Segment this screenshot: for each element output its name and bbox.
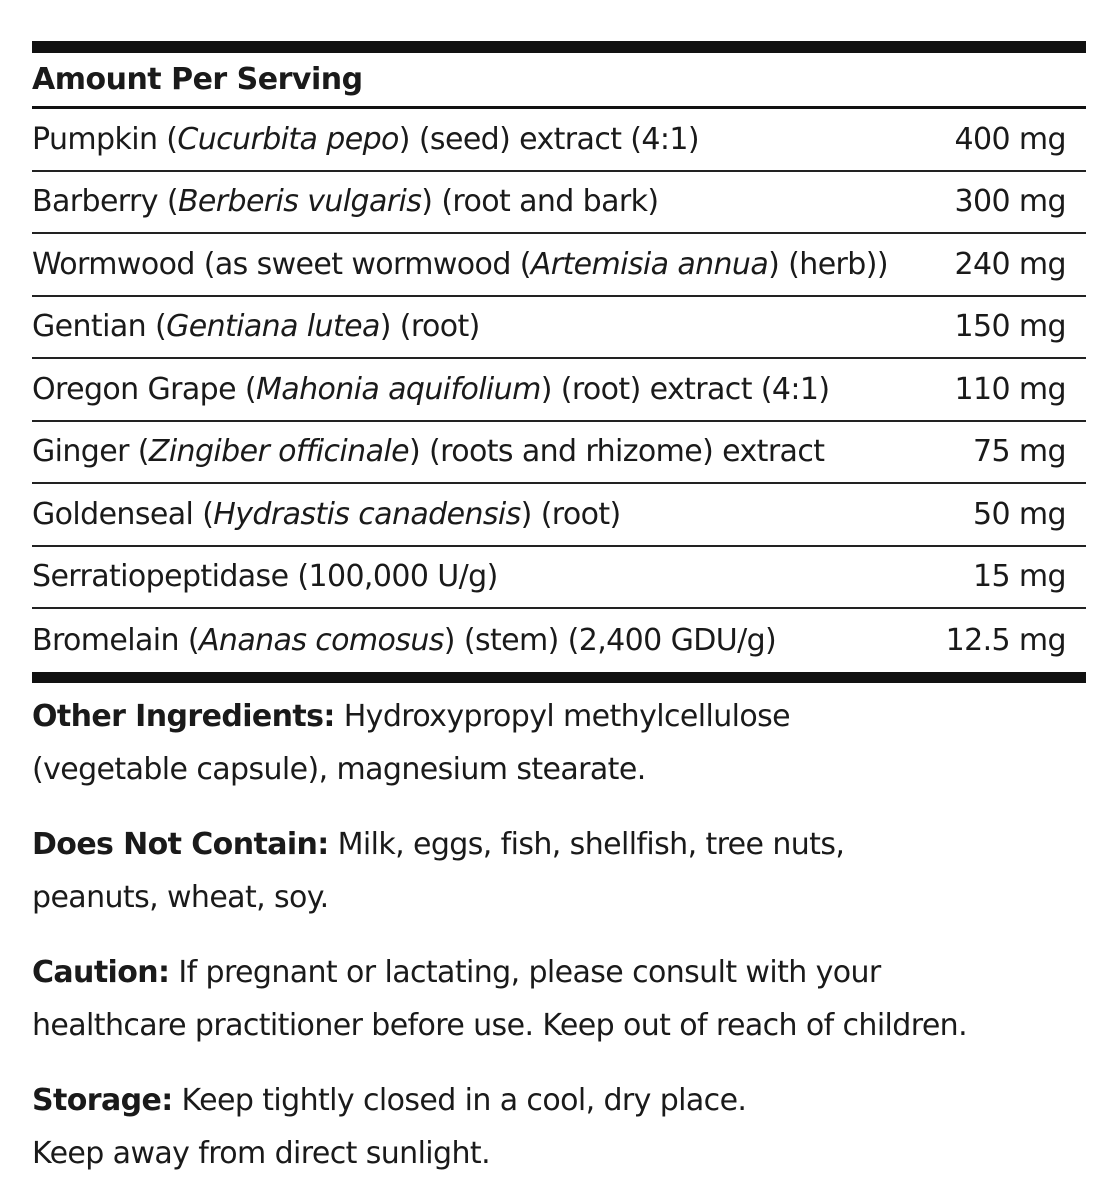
- ingredient-row: [32, 359, 1086, 422]
- ingredient-amount: 50 mg: [973, 496, 1066, 532]
- storage-text-2: Keep away from direct sunlight.: [32, 1136, 491, 1171]
- ingredient-row: [32, 109, 1086, 172]
- ingredient-name: Bromelain (Ananas comosus) (stem) (2,400 GDU/g): [32, 622, 777, 658]
- ingredient-row: [32, 172, 1086, 235]
- ingredient-row: [32, 547, 1086, 610]
- ingredient-name: Goldenseal (Hydrastis canadensis) (root): [32, 496, 621, 532]
- ingredient-name: Serratiopeptidase (100,000 U/g): [32, 559, 498, 595]
- ingredient-row: [32, 422, 1086, 485]
- ingredient-name: Barberry (Berberis vulgaris) (root and bark): [32, 184, 659, 220]
- ingredient-row: [32, 297, 1086, 360]
- ingredient-row: [32, 484, 1086, 547]
- amount-per-serving-header: Amount Per Serving: [32, 53, 1086, 109]
- does-not-contain-text-2: peanuts, wheat, soy.: [32, 880, 329, 915]
- storage-note: [32, 1074, 1086, 1180]
- ingredient-amount: 110 mg: [954, 371, 1066, 407]
- ingredient-amount: 15 mg: [973, 559, 1066, 595]
- ingredient-name: Oregon Grape (Mahonia aquifolium) (root) extract (4:1): [32, 371, 830, 407]
- caution-text-2: healthcare practitioner before use. Keep out of reach of children.: [32, 1008, 968, 1043]
- ingredient-name: Gentian (Gentiana lutea) (root): [32, 309, 480, 345]
- ingredient-amount: 240 mg: [954, 246, 1066, 282]
- ingredient-amount: 400 mg: [954, 121, 1066, 157]
- other-ingredients-label: Other Ingredients:: [32, 699, 335, 734]
- storage-label: Storage:: [32, 1083, 173, 1118]
- label-notes: [32, 690, 1086, 1202]
- does-not-contain-text: Milk, eggs, fish, shellfish, tree nuts,: [328, 827, 845, 862]
- ingredient-row: [32, 609, 1086, 672]
- caution-text: If pregnant or lactating, please consult with your: [169, 955, 881, 990]
- ingredient-name: Ginger (Zingiber officinale) (roots and rhizome) extract: [32, 434, 825, 470]
- other-ingredients-note: [32, 690, 1086, 796]
- does-not-contain-label: Does Not Contain:: [32, 827, 329, 862]
- caution-label: Caution:: [32, 955, 170, 990]
- storage-text: Keep tightly closed in a cool, dry place.: [172, 1083, 747, 1118]
- ingredient-row: [32, 234, 1086, 297]
- ingredient-amount: 150 mg: [954, 309, 1066, 345]
- ingredient-amount: 300 mg: [954, 184, 1066, 220]
- ingredient-name: Pumpkin (Cucurbita pepo) (seed) extract (4:1): [32, 121, 699, 157]
- supplement-facts-panel: [32, 41, 1086, 683]
- ingredient-amount: 75 mg: [973, 434, 1066, 470]
- does-not-contain-note: [32, 818, 1086, 924]
- ingredient-name: Wormwood (as sweet wormwood (Artemisia annua) (herb)): [32, 246, 888, 282]
- other-ingredients-text-2: (vegetable capsule), magnesium stearate.: [32, 752, 646, 787]
- top-thick-rule: [32, 41, 1086, 53]
- ingredient-amount: 12.5 mg: [945, 622, 1066, 658]
- bottom-thick-rule: [32, 672, 1086, 683]
- other-ingredients-text: Hydroxypropyl methylcellulose: [334, 699, 790, 734]
- caution-note: [32, 946, 1086, 1052]
